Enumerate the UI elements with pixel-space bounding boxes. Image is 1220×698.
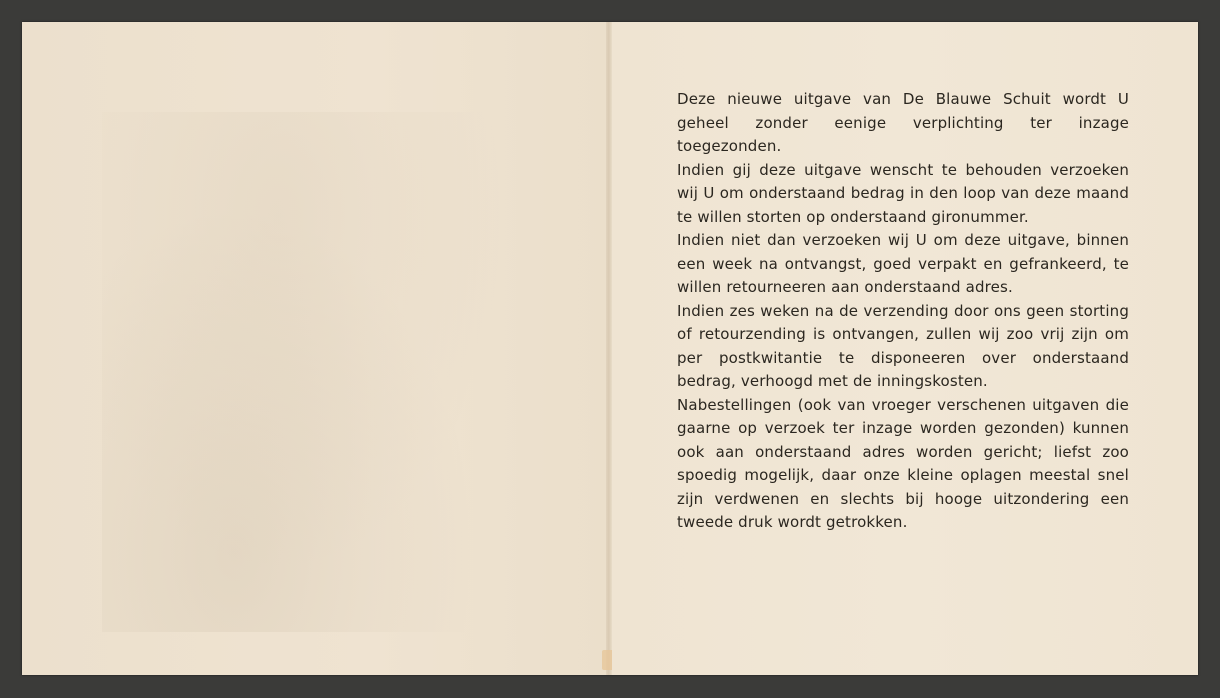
paragraph-5: Nabestellingen (ook van vroeger verschenen uitgaven die gaarne op verzoek ter inzage worden gezonden) kunnen ook aan onderstaand adres worden gericht; liefst zoo spoedig mogelijk, daar onze kleine oplagen meestal snel zijn verdwenen en slechts bij hooge uitzondering een tweede druk wordt getrokken. bbox=[677, 395, 1129, 531]
left-panel-blank bbox=[22, 22, 606, 675]
paragraph-1: Deze nieuwe uitgave van De Blauwe Schuit wordt U geheel zonder eenige verplichting ter inzage toegezonden. bbox=[677, 90, 1129, 155]
notice-text bbox=[677, 88, 1129, 535]
paragraph-3: Indien niet dan verzoeken wij U om deze uitgave, binnen een week na ontvangst, goed verpakt en gefrankeerd, te willen retourneeren aan onderstaand adres. bbox=[677, 231, 1129, 296]
folded-card bbox=[22, 22, 1198, 675]
paragraph-2: Indien gij deze uitgave wenscht te behouden verzoeken wij U om onderstaand bedrag in den loop van deze maand te willen storten op onderstaand gironummer. bbox=[677, 160, 1129, 226]
right-panel bbox=[612, 22, 1198, 675]
show-through-shadow bbox=[102, 112, 542, 632]
paragraph-4: Indien zes weken na de verzending door ons geen storting of retourzending is ontvangen, zullen wij zoo vrij zijn om per postkwitantie te disponeeren over onderstaand bedrag, verhoogd met de inningskosten. bbox=[677, 301, 1129, 390]
